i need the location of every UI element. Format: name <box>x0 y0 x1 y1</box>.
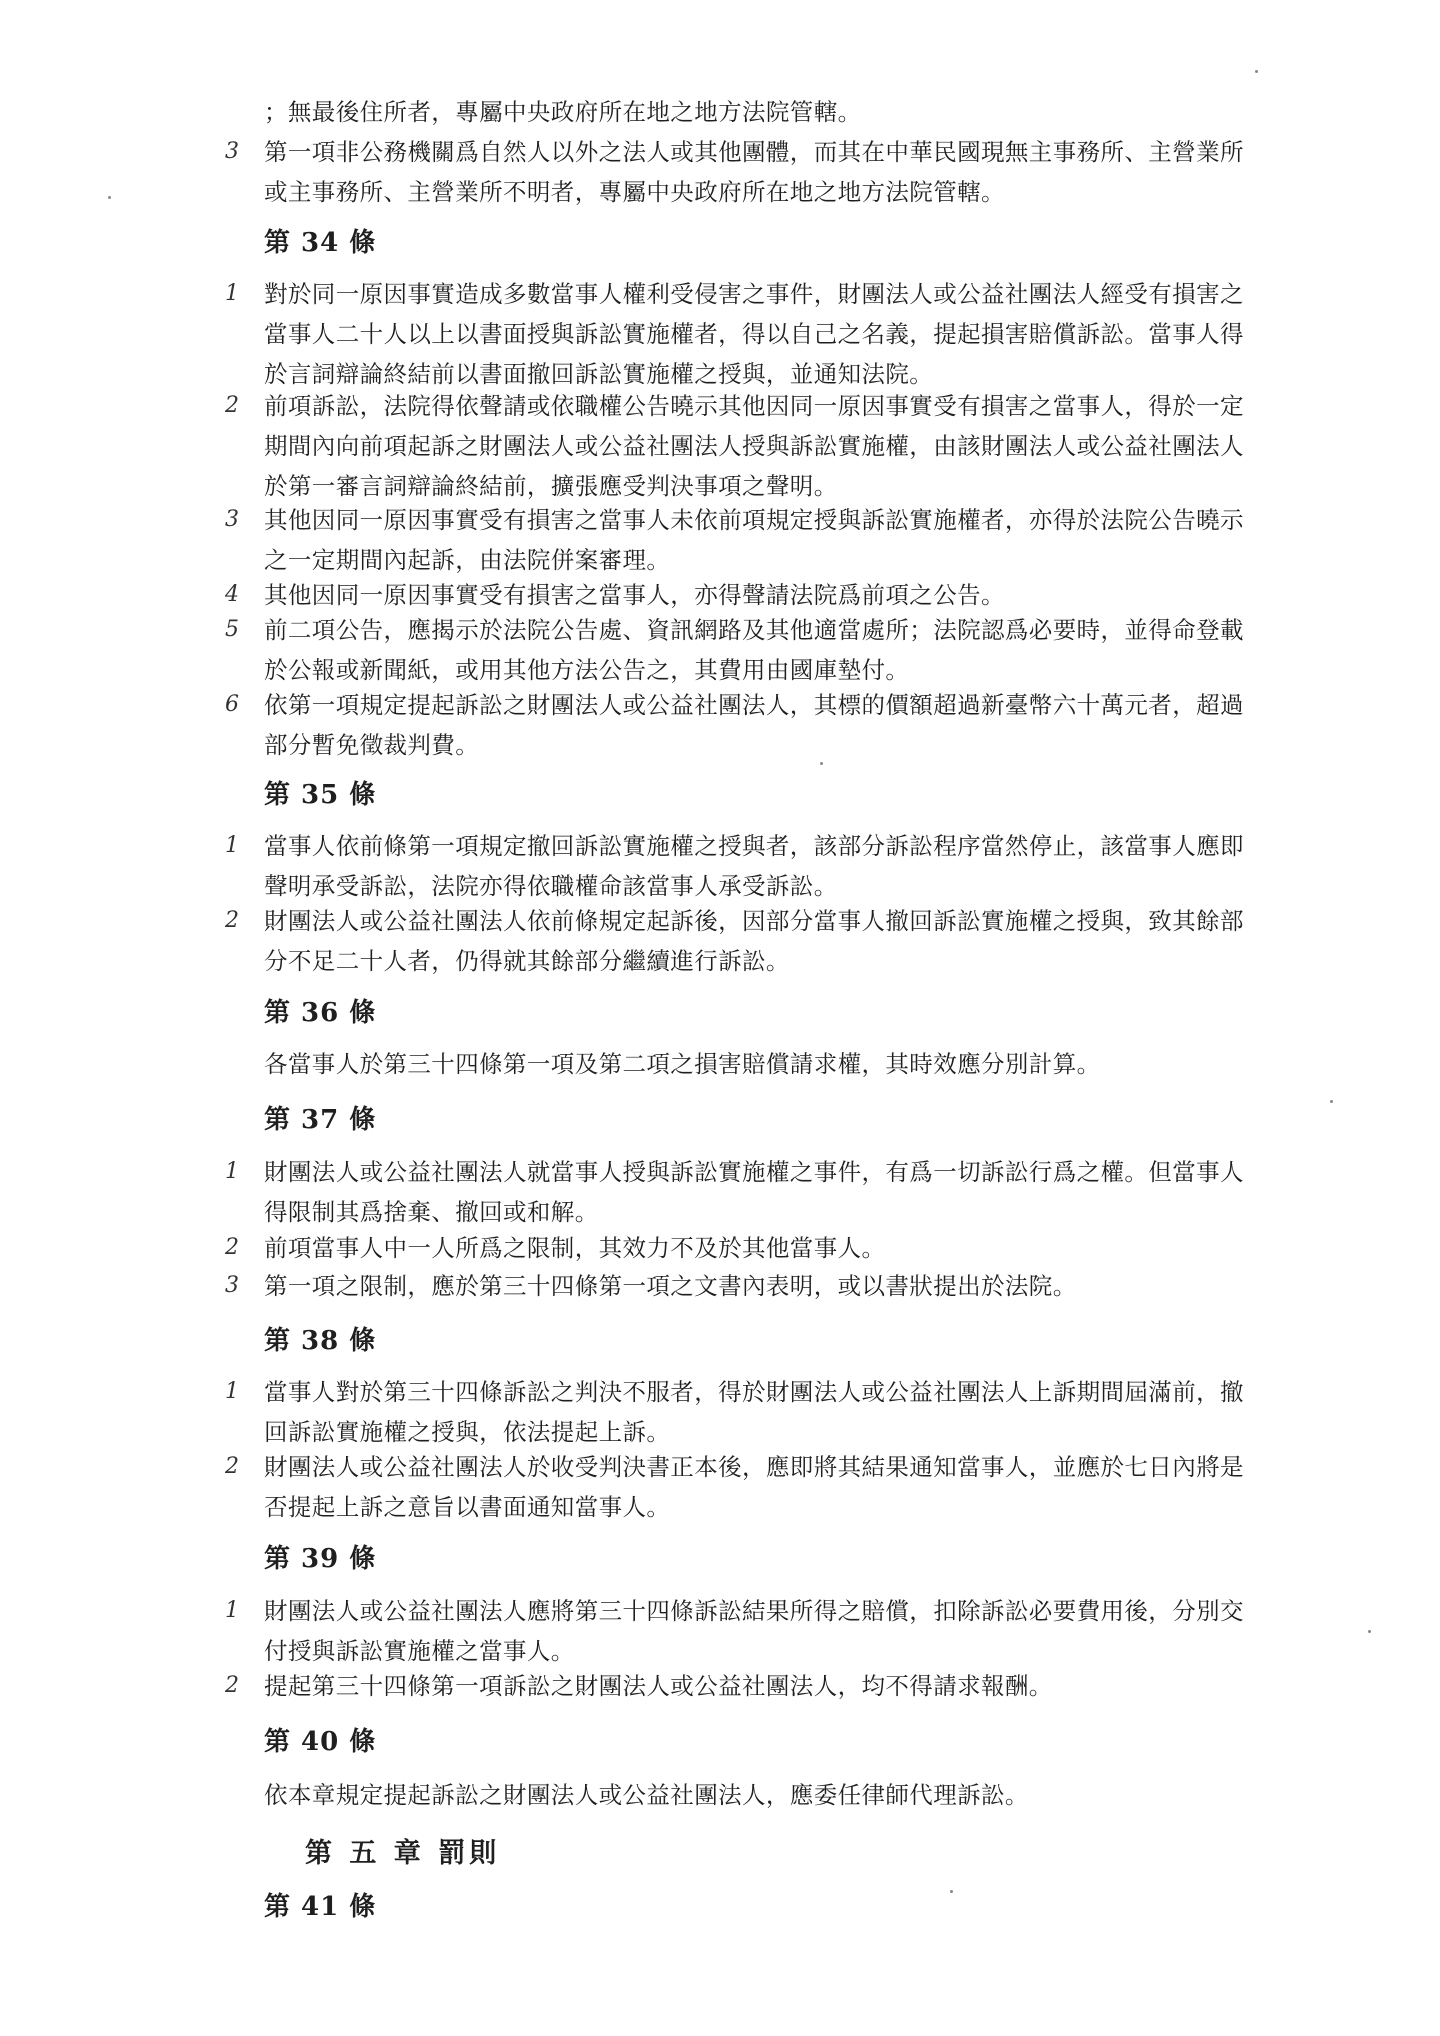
item-text: 前二項公告，應揭示於法院公告處、資訊網路及其他適當處所；法院認爲必要時，並得命登載於公報或新聞紙，或用其他方法公告之，其費用由國庫墊付。 <box>264 616 1244 684</box>
item-text: 提起第三十四條第一項訴訟之財團法人或公益社團法人，均不得請求報酬。 <box>264 1672 1053 1700</box>
item-number: 4 <box>225 582 240 607</box>
item-text: 當事人對於第三十四條訴訟之判決不服者，得於財團法人或公益社團法人上訴期間屆滿前，撤回訴訟實施權之授與，依法提起上訴。 <box>264 1378 1244 1446</box>
scan-speck <box>108 196 111 199</box>
item-text: 第一項非公務機關爲自然人以外之法人或其他團體，而其在中華民國現無主事務所、主營業所或主事務所、主營業所不明者，專屬中央政府所在地之地方法院管轄。 <box>264 138 1244 206</box>
item-number: 6 <box>225 692 240 717</box>
list-item <box>225 1666 1244 1706</box>
chapter-heading: 第 五 章 罰則 <box>305 1838 501 1869</box>
article-text-40: 依本章規定提起訴訟之財團法人或公益社團法人，應委任律師代理訴訟。 <box>264 1781 1029 1809</box>
item-text: 第一項之限制，應於第三十四條第一項之文書內表明，或以書狀提出於法院。 <box>264 1272 1077 1300</box>
item-number: 2 <box>225 1235 240 1260</box>
list-item <box>225 610 1244 690</box>
list-item <box>225 901 1244 981</box>
item-number: 1 <box>225 1598 240 1623</box>
list-item <box>225 1372 1244 1452</box>
article-heading-34: 第 34 條 <box>264 228 377 258</box>
scan-speck <box>1330 1100 1333 1103</box>
item-number: 3 <box>225 1273 240 1298</box>
item-text: 財團法人或公益社團法人就當事人授與訴訟實施權之事件，有爲一切訴訟行爲之權。但當事人得限制其爲捨棄、撤回或和解。 <box>264 1158 1244 1226</box>
article-heading-41: 第 41 條 <box>264 1892 377 1922</box>
scan-speck <box>950 1890 953 1893</box>
item-number: 3 <box>225 507 240 532</box>
item-text: 其他因同一原因事實受有損害之當事人，亦得聲請法院爲前項之公告。 <box>264 581 1005 609</box>
item-text: 當事人依前條第一項規定撤回訴訟實施權之授與者，該部分訴訟程序當然停止，該當事人應即聲明承受訴訟，法院亦得依職權命該當事人承受訴訟。 <box>264 832 1244 900</box>
item-number: 2 <box>225 393 240 418</box>
continuation-line: ；無最後住所者，專屬中央政府所在地之地方法院管轄。 <box>264 98 862 126</box>
item-text: 對於同一原因事實造成多數當事人權利受侵害之事件，財團法人或公益社團法人經受有損害之當事人二十人以上以書面授與訴訟實施權者，得以自己之名義，提起損害賠償訴訟。當事人得於言詞辯論終結前以書面撤回訴訟實施權之授與，並通知法院。 <box>264 280 1244 388</box>
item-text: 財團法人或公益社團法人於收受判決書正本後，應即將其結果通知當事人，並應於七日內將是否提起上訴之意旨以書面通知當事人。 <box>264 1453 1244 1521</box>
article-heading-36: 第 36 條 <box>264 998 377 1028</box>
article-heading-40: 第 40 條 <box>264 1727 377 1757</box>
list-item <box>225 500 1244 580</box>
article-heading-39: 第 39 條 <box>264 1544 377 1574</box>
item-text: 財團法人或公益社團法人依前條規定起訴後，因部分當事人撤回訴訟實施權之授與，致其餘部分不足二十人者，仍得就其餘部分繼續進行訴訟。 <box>264 907 1244 975</box>
item-number: 3 <box>225 139 240 164</box>
list-item <box>225 1266 1244 1306</box>
article-heading-37: 第 37 條 <box>264 1105 377 1135</box>
list-item <box>225 685 1244 765</box>
list-item <box>225 132 1244 212</box>
item-number: 2 <box>225 908 240 933</box>
scan-speck <box>1368 1630 1371 1633</box>
item-number: 1 <box>225 833 240 858</box>
item-text: 前項當事人中一人所爲之限制，其效力不及於其他當事人。 <box>264 1234 886 1262</box>
article-text-36: 各當事人於第三十四條第一項及第二項之損害賠償請求權，其時效應分別計算。 <box>264 1050 1101 1078</box>
item-number: 1 <box>225 1379 240 1404</box>
scan-speck <box>1255 70 1258 73</box>
article-heading-35: 第 35 條 <box>264 780 377 810</box>
scan-speck <box>820 762 823 765</box>
item-number: 1 <box>225 281 240 306</box>
item-text: 其他因同一原因事實受有損害之當事人未依前項規定授與訴訟實施權者，亦得於法院公告曉示之一定期間內起訴，由法院併案審理。 <box>264 506 1244 574</box>
article-heading-38: 第 38 條 <box>264 1326 377 1356</box>
item-number: 1 <box>225 1159 240 1184</box>
item-number: 2 <box>225 1673 240 1698</box>
list-item <box>225 386 1244 506</box>
item-number: 2 <box>225 1454 240 1479</box>
list-item <box>225 826 1244 906</box>
item-number: 5 <box>225 617 240 642</box>
list-item <box>225 1447 1244 1527</box>
item-text: 財團法人或公益社團法人應將第三十四條訴訟結果所得之賠償，扣除訴訟必要費用後，分別交付授與訴訟實施權之當事人。 <box>264 1597 1244 1665</box>
list-item <box>225 1228 1244 1268</box>
item-text: 前項訴訟，法院得依聲請或依職權公告曉示其他因同一原因事實受有損害之當事人，得於一定期間內向前項起訴之財團法人或公益社團法人授與訴訟實施權，由該財團法人或公益社團法人於第一審言詞辯論終結前，擴張應受判決事項之聲明。 <box>264 392 1244 500</box>
list-item <box>225 575 1244 615</box>
list-item <box>225 1152 1244 1232</box>
item-text: 依第一項規定提起訴訟之財團法人或公益社團法人，其標的價額超過新臺幣六十萬元者，超過部分暫免徵裁判費。 <box>264 691 1244 759</box>
list-item <box>225 274 1244 394</box>
list-item <box>225 1591 1244 1671</box>
